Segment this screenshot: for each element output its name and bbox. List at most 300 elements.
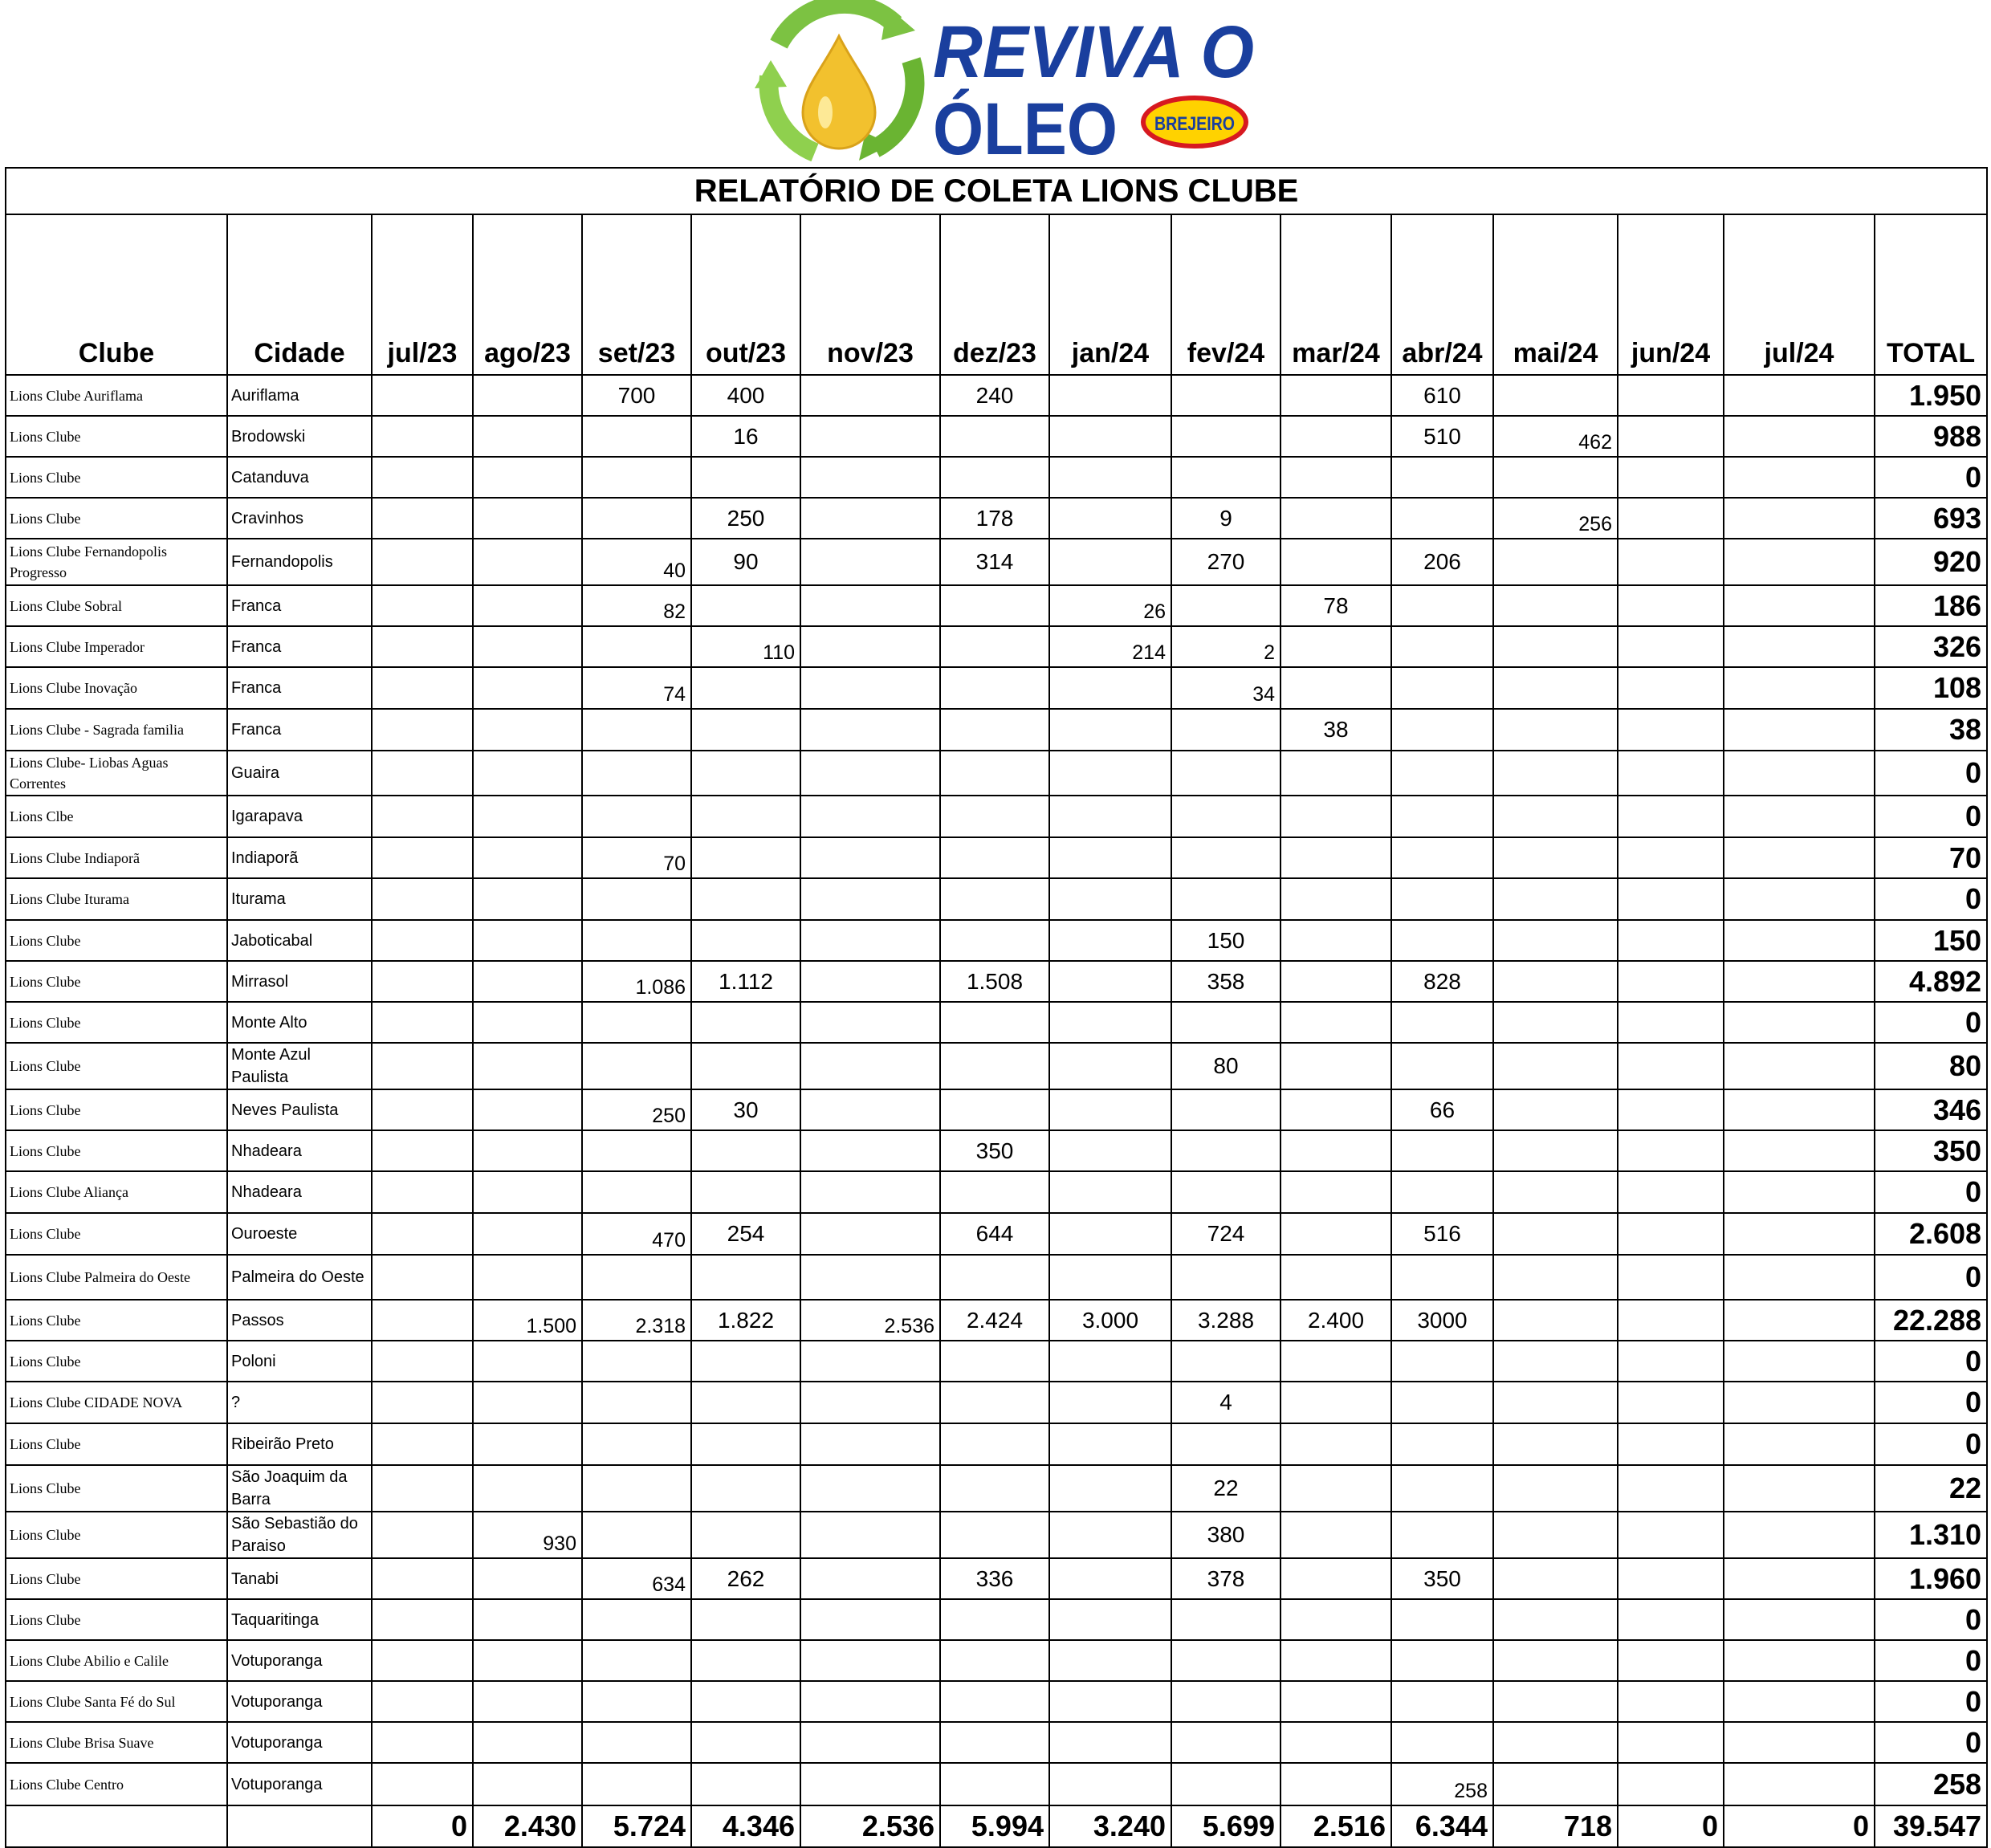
table-row	[6, 539, 1987, 585]
value-cell	[1493, 1089, 1618, 1130]
month-total-cell: 4.346	[691, 1805, 800, 1847]
row-total-cell: 1.960	[1875, 1558, 1987, 1599]
value-cell	[1281, 457, 1391, 498]
table-row	[6, 585, 1987, 626]
value-cell	[1171, 1341, 1281, 1382]
value-cell	[582, 626, 691, 667]
column-header: Clube	[6, 214, 227, 375]
totals-blank-cell	[227, 1805, 372, 1847]
table-row	[6, 1465, 1987, 1512]
value-cell	[1049, 751, 1171, 796]
value-cell	[800, 1213, 940, 1255]
row-total-cell: 0	[1875, 878, 1987, 920]
value-cell	[1391, 1171, 1493, 1213]
month-total-cell: 3.240	[1049, 1805, 1171, 1847]
city-cell: Monte Azul Paulista	[227, 1043, 372, 1089]
value-cell	[800, 1255, 940, 1300]
value-cell	[372, 961, 473, 1002]
value-cell	[1049, 1423, 1171, 1465]
value-cell	[372, 1423, 473, 1465]
value-cell	[1493, 1681, 1618, 1722]
value-cell	[1049, 1171, 1171, 1213]
value-cell: 258	[1391, 1763, 1493, 1805]
value-cell	[1281, 920, 1391, 961]
value-cell	[1281, 1255, 1391, 1300]
value-cell	[940, 1255, 1049, 1300]
value-cell	[1049, 1089, 1171, 1130]
row-total-cell: 38	[1875, 709, 1987, 751]
value-cell	[940, 626, 1049, 667]
value-cell	[1493, 796, 1618, 837]
value-cell	[582, 920, 691, 961]
value-cell: 70	[582, 837, 691, 878]
column-header: mai/24	[1493, 214, 1618, 375]
value-cell	[1049, 1465, 1171, 1512]
value-cell: 250	[691, 498, 800, 539]
value-cell	[940, 1382, 1049, 1423]
row-total-cell: 150	[1875, 920, 1987, 961]
value-cell	[1171, 1002, 1281, 1043]
row-total-cell: 0	[1875, 1722, 1987, 1763]
value-cell	[372, 751, 473, 796]
value-cell	[1618, 667, 1724, 709]
value-cell	[1724, 1300, 1875, 1341]
value-cell	[1281, 498, 1391, 539]
value-cell	[940, 1002, 1049, 1043]
value-cell	[1724, 1763, 1875, 1805]
club-cell: Lions Clube	[6, 1089, 227, 1130]
table-row	[6, 1423, 1987, 1465]
value-cell	[372, 498, 473, 539]
value-cell	[582, 796, 691, 837]
value-cell	[1618, 539, 1724, 585]
value-cell	[1391, 1043, 1493, 1089]
value-cell	[1049, 837, 1171, 878]
collection-report-table	[5, 167, 1988, 1848]
value-cell	[1724, 667, 1875, 709]
value-cell: 250	[582, 1089, 691, 1130]
city-cell: Igarapava	[227, 796, 372, 837]
city-cell: Nhadeara	[227, 1171, 372, 1213]
value-cell	[1391, 878, 1493, 920]
value-cell	[1493, 1213, 1618, 1255]
city-cell: Franca	[227, 585, 372, 626]
value-cell	[473, 375, 582, 416]
value-cell	[1049, 920, 1171, 961]
row-total-cell: 350	[1875, 1130, 1987, 1171]
value-cell	[1724, 375, 1875, 416]
row-total-cell: 0	[1875, 1002, 1987, 1043]
value-cell	[473, 416, 582, 457]
row-total-cell: 346	[1875, 1089, 1987, 1130]
table-row	[6, 1341, 1987, 1382]
value-cell	[473, 1213, 582, 1255]
value-cell	[1171, 1763, 1281, 1805]
value-cell	[1281, 961, 1391, 1002]
value-cell	[1049, 1722, 1171, 1763]
value-cell	[473, 1043, 582, 1089]
club-cell: Lions Clube Auriflama	[6, 375, 227, 416]
value-cell	[582, 1763, 691, 1805]
column-header: set/23	[582, 214, 691, 375]
value-cell	[800, 498, 940, 539]
value-cell	[691, 667, 800, 709]
value-cell	[1618, 1255, 1724, 1300]
city-cell: Neves Paulista	[227, 1089, 372, 1130]
club-cell: Lions Clube	[6, 498, 227, 539]
month-total-cell: 5.699	[1171, 1805, 1281, 1847]
value-cell	[691, 1382, 800, 1423]
value-cell	[1049, 1763, 1171, 1805]
value-cell	[1049, 1213, 1171, 1255]
value-cell	[372, 1043, 473, 1089]
month-total-cell: 718	[1493, 1805, 1618, 1847]
value-cell	[800, 1465, 940, 1512]
value-cell	[1724, 1089, 1875, 1130]
value-cell	[473, 1255, 582, 1300]
row-total-cell: 0	[1875, 457, 1987, 498]
table-row	[6, 1512, 1987, 1558]
value-cell: 90	[691, 539, 800, 585]
value-cell	[372, 1300, 473, 1341]
value-cell	[1171, 416, 1281, 457]
value-cell	[1171, 1640, 1281, 1681]
value-cell	[1391, 751, 1493, 796]
value-cell: 2.318	[582, 1300, 691, 1341]
value-cell	[473, 457, 582, 498]
value-cell	[473, 626, 582, 667]
city-cell: Jaboticabal	[227, 920, 372, 961]
club-cell: Lions Clube	[6, 1002, 227, 1043]
value-cell	[1171, 1681, 1281, 1722]
value-cell: 2	[1171, 626, 1281, 667]
value-cell	[1493, 961, 1618, 1002]
value-cell: 380	[1171, 1512, 1281, 1558]
value-cell	[1171, 375, 1281, 416]
value-cell	[1724, 626, 1875, 667]
value-cell	[1171, 1255, 1281, 1300]
value-cell	[1724, 751, 1875, 796]
city-cell: Votuporanga	[227, 1681, 372, 1722]
city-cell: ?	[227, 1382, 372, 1423]
row-total-cell: 326	[1875, 626, 1987, 667]
value-cell	[800, 1043, 940, 1089]
value-cell	[372, 1640, 473, 1681]
value-cell	[1049, 709, 1171, 751]
value-cell	[940, 1763, 1049, 1805]
city-cell: Auriflama	[227, 375, 372, 416]
city-cell: Palmeira do Oeste	[227, 1255, 372, 1300]
value-cell	[582, 498, 691, 539]
header-row	[6, 214, 1987, 375]
value-cell	[1493, 878, 1618, 920]
value-cell	[1493, 1300, 1618, 1341]
row-total-cell: 0	[1875, 1171, 1987, 1213]
value-cell	[1049, 1002, 1171, 1043]
table-row	[6, 1640, 1987, 1681]
value-cell	[1281, 1558, 1391, 1599]
club-cell: Lions Clube	[6, 1512, 227, 1558]
value-cell	[1724, 796, 1875, 837]
value-cell	[1493, 539, 1618, 585]
city-cell: Catanduva	[227, 457, 372, 498]
table-row	[6, 1089, 1987, 1130]
value-cell	[582, 1130, 691, 1171]
value-cell	[1724, 1465, 1875, 1512]
value-cell	[1049, 1599, 1171, 1640]
value-cell	[473, 498, 582, 539]
value-cell	[940, 920, 1049, 961]
value-cell	[1281, 1722, 1391, 1763]
value-cell	[1618, 1763, 1724, 1805]
value-cell	[473, 796, 582, 837]
value-cell	[800, 961, 940, 1002]
club-cell: Lions Clube CIDADE NOVA	[6, 1382, 227, 1423]
value-cell	[1724, 1640, 1875, 1681]
value-cell	[1049, 1341, 1171, 1382]
value-cell	[1493, 1043, 1618, 1089]
club-cell: Lions Clube Sobral	[6, 585, 227, 626]
value-cell	[691, 1512, 800, 1558]
city-cell: Poloni	[227, 1341, 372, 1382]
club-cell: Lions Clube Palmeira do Oeste	[6, 1255, 227, 1300]
logo-line2: ÓLEO	[933, 88, 1142, 165]
value-cell	[473, 1002, 582, 1043]
value-cell	[1049, 1382, 1171, 1423]
value-cell	[473, 1089, 582, 1130]
value-cell	[940, 1465, 1049, 1512]
value-cell	[582, 457, 691, 498]
value-cell	[691, 796, 800, 837]
value-cell	[1391, 1423, 1493, 1465]
value-cell	[582, 1599, 691, 1640]
value-cell	[1493, 1640, 1618, 1681]
value-cell	[940, 416, 1049, 457]
value-cell	[691, 1465, 800, 1512]
row-total-cell: 988	[1875, 416, 1987, 457]
value-cell: 378	[1171, 1558, 1281, 1599]
value-cell	[1618, 961, 1724, 1002]
value-cell	[372, 1002, 473, 1043]
table-row	[6, 1382, 1987, 1423]
column-header: ago/23	[473, 214, 582, 375]
table-row	[6, 1130, 1987, 1171]
value-cell	[1724, 1558, 1875, 1599]
value-cell: 828	[1391, 961, 1493, 1002]
row-total-cell: 0	[1875, 1423, 1987, 1465]
value-cell	[1493, 1599, 1618, 1640]
row-total-cell: 0	[1875, 1341, 1987, 1382]
table-row	[6, 709, 1987, 751]
row-total-cell: 22.288	[1875, 1300, 1987, 1341]
value-cell: 82	[582, 585, 691, 626]
brejeiro-badge	[1143, 98, 1246, 146]
value-cell	[1724, 1255, 1875, 1300]
value-cell	[1281, 1130, 1391, 1171]
value-cell	[1618, 1722, 1724, 1763]
value-cell	[473, 585, 582, 626]
column-header: dez/23	[940, 214, 1049, 375]
city-cell: Votuporanga	[227, 1640, 372, 1681]
value-cell	[1618, 1423, 1724, 1465]
club-cell: Lions Clube Iturama	[6, 878, 227, 920]
value-cell	[582, 1382, 691, 1423]
city-cell: Iturama	[227, 878, 372, 920]
value-cell: 214	[1049, 626, 1171, 667]
value-cell	[800, 1599, 940, 1640]
value-cell: 400	[691, 375, 800, 416]
value-cell	[1493, 837, 1618, 878]
table-row	[6, 1763, 1987, 1805]
value-cell	[940, 1640, 1049, 1681]
table-row	[6, 1599, 1987, 1640]
value-cell	[372, 1171, 473, 1213]
value-cell	[372, 1255, 473, 1300]
value-cell	[1391, 1640, 1493, 1681]
logo-line1: REVIVA O	[933, 11, 1254, 93]
value-cell	[800, 1382, 940, 1423]
table-row	[6, 1171, 1987, 1213]
city-cell: Indiaporã	[227, 837, 372, 878]
value-cell	[372, 920, 473, 961]
value-cell: 2.424	[940, 1300, 1049, 1341]
value-cell	[1618, 416, 1724, 457]
recycle-drop-icon	[755, 4, 915, 161]
value-cell	[800, 709, 940, 751]
club-cell: Lions Clube	[6, 457, 227, 498]
value-cell	[1391, 1681, 1493, 1722]
value-cell	[1724, 585, 1875, 626]
value-cell	[940, 1599, 1049, 1640]
value-cell	[1281, 539, 1391, 585]
value-cell: 270	[1171, 539, 1281, 585]
value-cell	[1391, 1722, 1493, 1763]
value-cell	[582, 1171, 691, 1213]
club-cell: Lions Clube Brisa Suave	[6, 1722, 227, 1763]
column-header: mar/24	[1281, 214, 1391, 375]
value-cell: 150	[1171, 920, 1281, 961]
value-cell	[1391, 1130, 1493, 1171]
value-cell	[1281, 1382, 1391, 1423]
value-cell	[1281, 1640, 1391, 1681]
city-cell: Votuporanga	[227, 1722, 372, 1763]
value-cell	[473, 1558, 582, 1599]
value-cell	[1724, 1171, 1875, 1213]
value-cell	[1281, 837, 1391, 878]
value-cell	[1391, 796, 1493, 837]
row-total-cell: 108	[1875, 667, 1987, 709]
value-cell	[800, 1558, 940, 1599]
city-cell: Mirrasol	[227, 961, 372, 1002]
value-cell	[1618, 1681, 1724, 1722]
value-cell	[800, 1512, 940, 1558]
value-cell	[582, 1465, 691, 1512]
value-cell: 256	[1493, 498, 1618, 539]
row-total-cell: 1.310	[1875, 1512, 1987, 1558]
value-cell	[372, 1130, 473, 1171]
value-cell	[1049, 498, 1171, 539]
row-total-cell: 4.892	[1875, 961, 1987, 1002]
table-row	[6, 1002, 1987, 1043]
city-cell: Taquaritinga	[227, 1599, 372, 1640]
value-cell	[582, 1722, 691, 1763]
value-cell	[372, 796, 473, 837]
column-header: abr/24	[1391, 214, 1493, 375]
value-cell	[582, 1255, 691, 1300]
value-cell	[1171, 878, 1281, 920]
value-cell	[372, 585, 473, 626]
value-cell	[1618, 1300, 1724, 1341]
value-cell	[1618, 498, 1724, 539]
value-cell: 724	[1171, 1213, 1281, 1255]
club-cell: Lions Clube- Liobas Aguas Correntes	[6, 751, 227, 796]
value-cell	[800, 1002, 940, 1043]
value-cell	[1281, 1465, 1391, 1512]
value-cell	[691, 1130, 800, 1171]
value-cell	[1391, 1599, 1493, 1640]
table-row	[6, 796, 1987, 837]
table-row	[6, 375, 1987, 416]
value-cell	[940, 751, 1049, 796]
value-cell	[1724, 1423, 1875, 1465]
reviva-o-oleo-logo	[755, 0, 1268, 165]
value-cell	[372, 1763, 473, 1805]
value-cell	[1493, 1255, 1618, 1300]
value-cell	[1281, 375, 1391, 416]
value-cell	[1049, 961, 1171, 1002]
value-cell	[1281, 1171, 1391, 1213]
value-cell	[473, 1640, 582, 1681]
value-cell	[1618, 709, 1724, 751]
value-cell	[473, 961, 582, 1002]
city-cell: Votuporanga	[227, 1763, 372, 1805]
month-total-cell: 0	[372, 1805, 473, 1847]
value-cell	[473, 539, 582, 585]
value-cell	[1391, 920, 1493, 961]
value-cell	[372, 539, 473, 585]
value-cell	[473, 1130, 582, 1171]
value-cell	[473, 878, 582, 920]
value-cell	[1049, 796, 1171, 837]
row-total-cell: 0	[1875, 1681, 1987, 1722]
club-cell: Lions Clube	[6, 1558, 227, 1599]
value-cell	[1049, 457, 1171, 498]
value-cell	[372, 416, 473, 457]
value-cell	[1049, 1681, 1171, 1722]
totals-row	[6, 1805, 1987, 1847]
value-cell	[691, 751, 800, 796]
value-cell	[473, 1763, 582, 1805]
value-cell	[1281, 626, 1391, 667]
value-cell	[800, 1640, 940, 1681]
value-cell	[372, 457, 473, 498]
table-row	[6, 961, 1987, 1002]
value-cell	[1493, 1763, 1618, 1805]
value-cell	[800, 1763, 940, 1805]
value-cell	[1391, 1341, 1493, 1382]
value-cell	[691, 1171, 800, 1213]
value-cell	[1171, 457, 1281, 498]
value-cell	[940, 1043, 1049, 1089]
value-cell	[940, 457, 1049, 498]
badge-text: BREJEIRO	[1154, 113, 1235, 135]
club-cell: Lions Clube	[6, 416, 227, 457]
value-cell	[1391, 1002, 1493, 1043]
table-row	[6, 626, 1987, 667]
value-cell	[1493, 1423, 1618, 1465]
value-cell	[1281, 796, 1391, 837]
value-cell	[800, 1089, 940, 1130]
